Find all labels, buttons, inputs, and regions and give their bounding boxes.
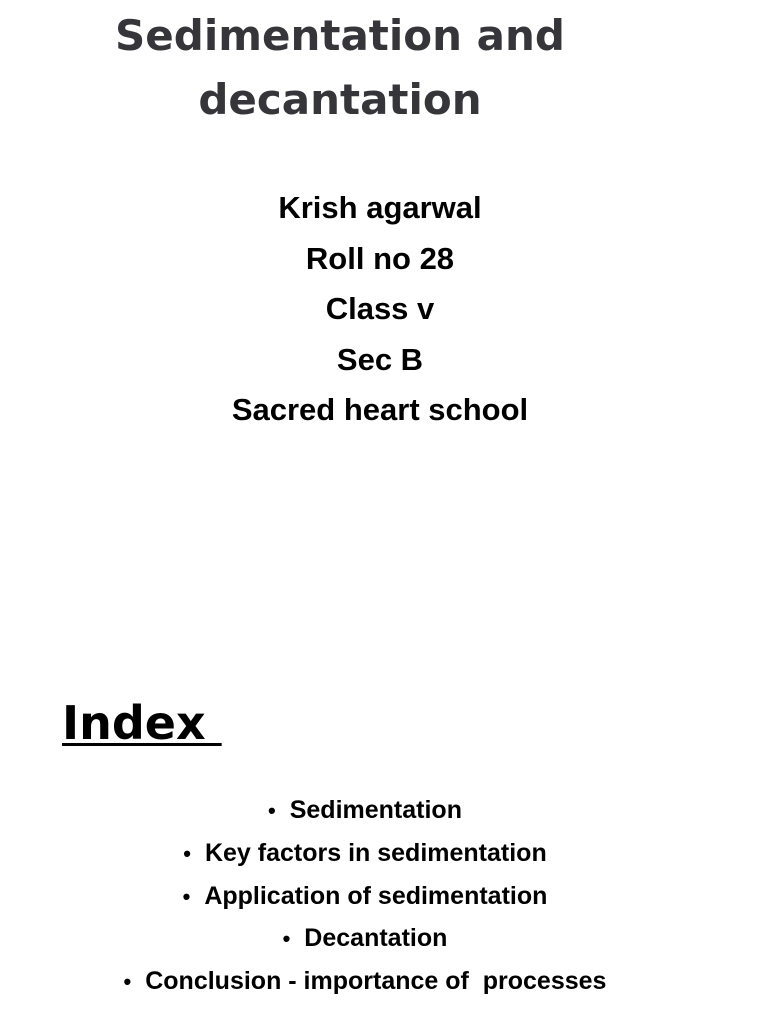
- list-item-label: Sedimentation: [289, 796, 462, 824]
- list-item: [60, 922, 670, 965]
- list-item-label: Key factors in sedimentation: [204, 838, 547, 867]
- class-name: Class v: [325, 291, 435, 326]
- list-item: [60, 965, 670, 1008]
- list-item: [60, 837, 670, 880]
- section-name: Sec B: [336, 341, 424, 377]
- list-item-label: Decantation: [304, 924, 448, 953]
- bullet-dot-icon: •: [282, 926, 291, 952]
- list-item-label: Conclusion - importance of processes: [145, 967, 607, 996]
- bullet-dot-icon: •: [268, 798, 276, 823]
- title-line-2: decantation: [198, 75, 482, 124]
- author-name: Krish agarwal: [278, 190, 482, 225]
- list-item: [60, 880, 670, 923]
- bullet-dot-icon: •: [183, 840, 191, 866]
- index-heading: Index: [62, 696, 222, 750]
- roll-number: Roll no 28: [305, 240, 455, 276]
- index-slide: [0, 520, 768, 1024]
- list-item-label: Application of sedimentation: [204, 881, 548, 910]
- index-list: [60, 794, 670, 1008]
- list-item: [60, 794, 670, 837]
- title-line-1: Sedimentation and: [115, 11, 565, 60]
- bullet-dot-icon: •: [123, 969, 132, 995]
- bullet-dot-icon: •: [182, 883, 191, 909]
- school-name: Sacred heart school: [231, 392, 529, 427]
- presentation-title: [40, 4, 640, 132]
- author-details: [80, 188, 680, 441]
